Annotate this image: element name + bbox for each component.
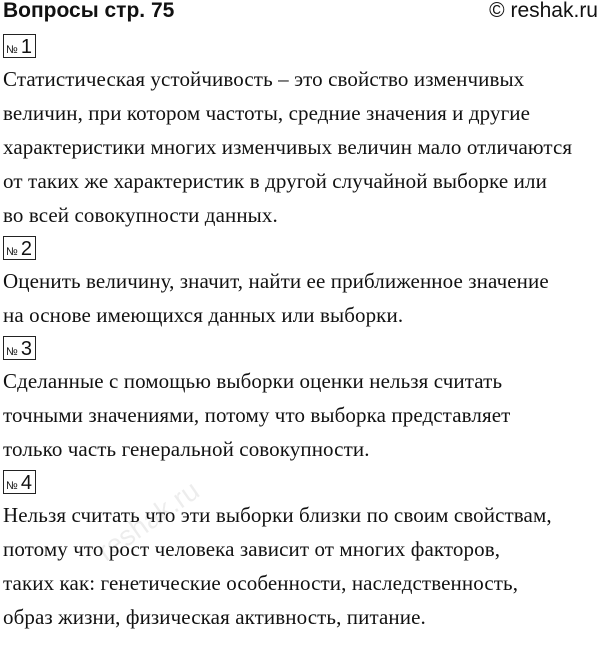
answer-line: Нельзя считать что эти выборки близки по своим свойствам, [3,503,552,527]
answer-line: от таких же характеристик в другой случайной выборке или [3,169,547,193]
answer-line: точными значениями, потому что выборка представляет [3,403,511,427]
watermark: reshak.ru [91,474,205,567]
question-number: 1 [20,36,32,58]
answer-line: только часть генеральной совокупности. [3,437,370,461]
answer-line: Сделанные с помощью выборки оценки нельзя считать [3,369,503,393]
question-1 [3,34,599,232]
answer-text [3,62,599,232]
question-number-badge [3,336,36,360]
question-number-badge [3,236,36,260]
answer-line: Статистическая устойчивость – это свойство изменчивых [3,67,525,91]
page-header [0,0,602,26]
page-title: Вопросы стр. 75 [3,0,175,22]
answer-text [3,264,599,332]
answer-line: таких как: генетические особенности, наследственность, [3,571,519,595]
question-3 [3,336,599,466]
answer-line: Оценить величину, значит, найти ее приближенное значение [3,269,549,293]
question-number: 3 [20,338,32,360]
answer-text [3,498,599,634]
question-number: 4 [20,472,32,494]
question-2 [3,236,599,332]
question-number-badge [3,470,36,494]
number-sign: № [6,44,18,56]
answer-text [3,364,599,466]
question-number: 2 [20,238,32,260]
answer-line: на основе имеющихся данных или выборки. [3,303,404,327]
answers-content [3,34,599,638]
question-number-badge [3,34,36,58]
answer-line: характеристики многих изменчивых величин мало отличаются [3,135,573,159]
number-sign: № [6,480,18,492]
site-credit: © reshak.ru [489,0,598,22]
number-sign: № [6,246,18,258]
question-4 [3,470,599,634]
number-sign: № [6,346,18,358]
answer-line: потому что рост человека зависит от многих факторов, [3,537,501,561]
answer-line: образ жизни, физическая активность, питание. [3,605,426,629]
answer-line: во всей совокупности данных. [3,203,278,227]
answer-line: величин, при котором частоты, средние значения и другие [3,101,531,125]
